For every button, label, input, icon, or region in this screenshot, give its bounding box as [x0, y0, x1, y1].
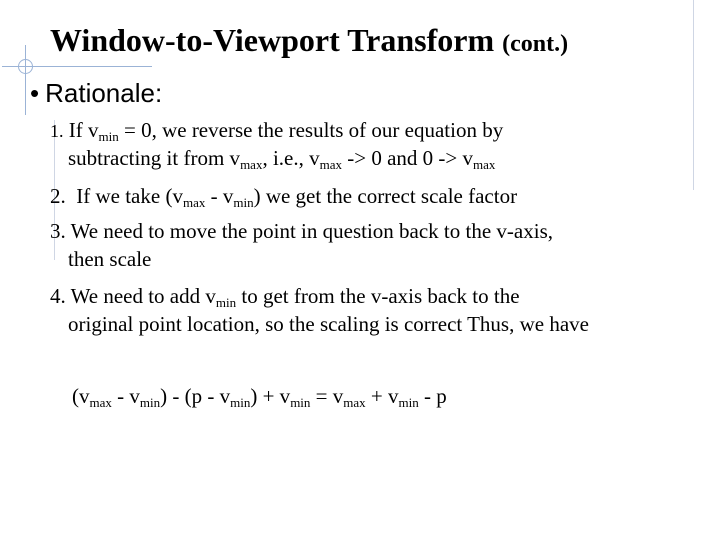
- item-2: [50, 184, 517, 209]
- item-1-number: 1.: [50, 121, 64, 141]
- text: - v: [111, 384, 140, 408]
- subscript: max: [89, 395, 112, 410]
- subscript: min: [230, 395, 251, 410]
- text: + v: [365, 384, 399, 408]
- text: ) - (p - v: [160, 384, 231, 408]
- text: ) + v: [250, 384, 291, 408]
- item-4-line-1: [50, 284, 520, 309]
- text: - v: [205, 184, 234, 208]
- subscript: min: [398, 395, 419, 410]
- equation: [72, 384, 447, 409]
- text: then scale: [68, 247, 152, 271]
- item-2-number: 2.: [50, 184, 66, 208]
- bullet-label: Rationale:: [45, 78, 163, 108]
- text: to get from the v-axis back to the: [236, 284, 520, 308]
- item-3-line-1: [50, 219, 553, 244]
- item-1-line-2: [68, 146, 495, 171]
- subscript: min: [139, 395, 161, 410]
- subscript: max: [182, 195, 206, 210]
- slide-title: [50, 22, 568, 59]
- text: If we take (v: [76, 184, 183, 208]
- subscript: min: [98, 129, 119, 144]
- decorative-circle: [18, 59, 33, 74]
- decorative-line-vertical: [25, 45, 26, 115]
- subscript: max: [319, 157, 342, 172]
- subscript: min: [233, 195, 254, 210]
- text: -> 0 and 0 -> v: [342, 146, 473, 170]
- item-4-number: 4.: [50, 284, 66, 308]
- bullet-rationale: [30, 78, 162, 109]
- item-1-line-1: [50, 118, 503, 143]
- item-3-number: 3.: [50, 219, 66, 243]
- text: ) we get the correct scale factor: [253, 184, 518, 208]
- bullet-icon: •: [30, 78, 40, 108]
- title-main: Window-to-Viewport Transform: [50, 22, 495, 58]
- text: We need to add v: [70, 284, 216, 308]
- subscript: max: [240, 157, 263, 172]
- text: (v: [72, 384, 90, 408]
- subscript: max: [473, 157, 496, 172]
- item-3-line-2: [68, 247, 151, 272]
- decorative-line-right: [693, 0, 694, 190]
- subscript: max: [343, 395, 366, 410]
- text: We need to move the point in question back to the v-axis,: [70, 219, 553, 243]
- title-suffix: (cont.): [502, 31, 569, 57]
- text: , i.e., v: [262, 146, 320, 170]
- text: = 0, we reverse the results of our equation by: [118, 118, 504, 142]
- subscript: min: [290, 395, 311, 410]
- item-4-line-2: [68, 312, 589, 337]
- text: = v: [310, 384, 344, 408]
- subscript: min: [215, 295, 237, 310]
- text: subtracting it from v: [68, 146, 241, 170]
- text: - p: [418, 384, 447, 408]
- text: original point location, so the scaling is correct Thus, we have: [68, 312, 589, 336]
- text: If v: [68, 118, 99, 142]
